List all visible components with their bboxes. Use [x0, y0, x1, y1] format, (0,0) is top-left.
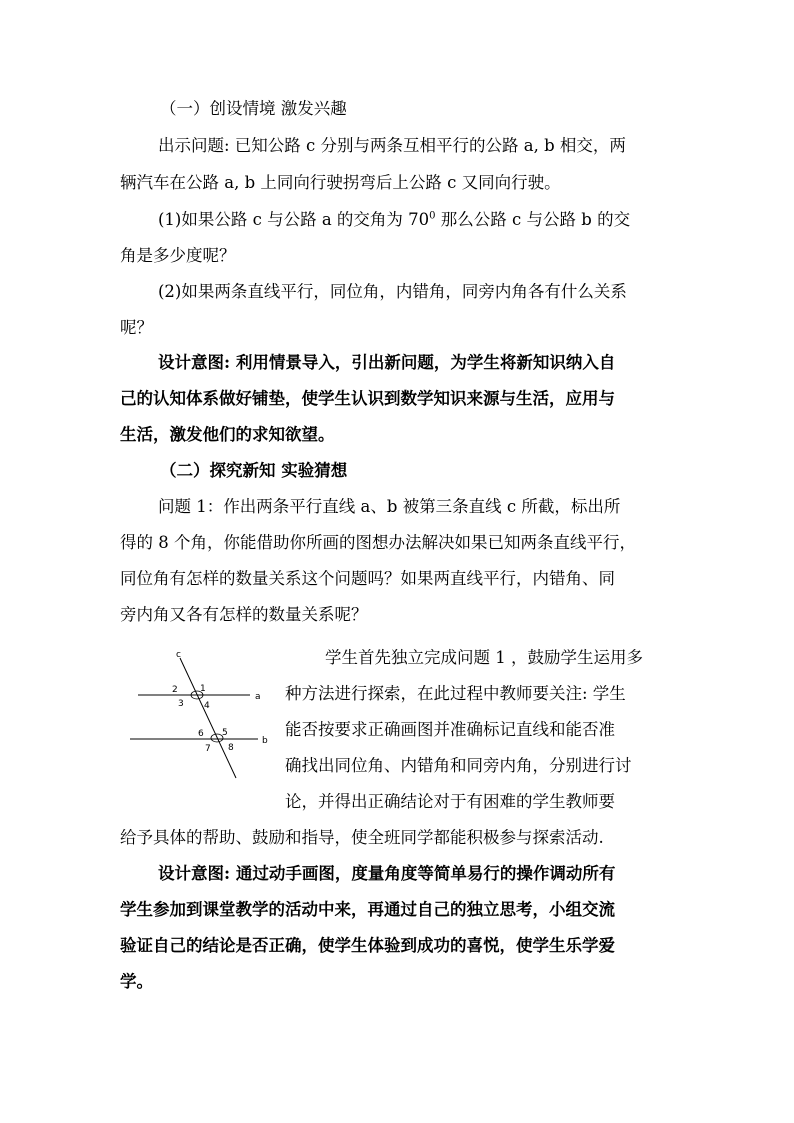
question1-prefix: (1)如果公路 c 与公路 a 的交角为 70 — [158, 210, 430, 229]
line-c — [180, 658, 236, 778]
problem1-line-3: 同位角有怎样的数量关系这个问题吗？如果两直线平行，内错角、同 — [120, 569, 615, 588]
question1-line-1 — [158, 207, 630, 233]
wrap-line-5: 论，并得出正确结论对于有困难的学生教师要 — [285, 792, 615, 811]
wrap-line-6: 给予具体的帮助、鼓励和指导，使全班同学都能积极参与探索活动. — [120, 828, 604, 847]
intent2-line-2: 学生参加到课堂教学的活动中来，再通过自己的独立思考，小组交流 — [120, 900, 615, 919]
intent1-line-3: 生活，激发他们的求知欲望。 — [120, 425, 335, 444]
intent2-line-1: 设计意图: 通过动手画图，度量角度等简单易行的操作调动所有 — [158, 864, 616, 883]
problem1-line-4: 旁内角又各有怎样的数量关系呢？ — [120, 605, 368, 624]
intent1-line-2: 己的认知体系做好铺垫，使学生认识到数学知识来源与生活，应用与 — [120, 389, 615, 408]
intent1-line-1: 设计意图: 利用情景导入，引出新问题，为学生将新知识纳入自 — [158, 353, 616, 372]
label-angle-3: 3 — [178, 699, 184, 709]
label-angle-4: 4 — [204, 701, 210, 711]
wrap-line-2: 种方法进行探索，在此过程中教师要关注: 学生 — [285, 684, 626, 703]
problem1-line-1: 问题 1：作出两条平行直线 a、b 被第三条直线 c 所截，标出所 — [158, 497, 621, 516]
label-b: b — [262, 736, 268, 746]
intent2-line-3: 验证自己的结论是否正确，使学生体验到成功的喜悦，使学生乐学爱 — [120, 936, 615, 955]
problem1-line-2: 得的 8 个角，你能借助你所画的图想办法解决如果已知两条直线平行， — [120, 533, 636, 552]
wrap-line-3: 能否按要求正确画图并准确标记直线和能否准 — [285, 720, 615, 739]
intent2-line-4: 学。 — [120, 972, 153, 991]
degree-mark: 0 — [429, 210, 436, 222]
label-angle-8: 8 — [228, 743, 234, 753]
section1-heading: （一）创设情境 激发兴趣 — [160, 99, 347, 118]
label-angle-6: 6 — [198, 729, 204, 739]
question2-line-2: 呢？ — [120, 318, 153, 337]
label-angle-5: 5 — [222, 728, 228, 738]
wrap-line-4: 确找出同位角、内错角和同旁内角，分别进行讨 — [285, 756, 632, 775]
question1-line-2: 角是多少度呢？ — [120, 246, 236, 265]
label-c: c — [176, 650, 181, 660]
problem-line-2: 辆汽车在公路 a, b 上同向行驶拐弯后上公路 c 又同向行驶。 — [120, 173, 561, 192]
label-angle-1: 1 — [200, 684, 206, 694]
parallel-lines-figure — [128, 650, 278, 780]
problem-line-1: 出示问题: 已知公路 c 分别与两条互相平行的公路 a, b 相交，两 — [158, 136, 626, 155]
question1-suffix: 那么公路 c 与公路 b 的交 — [435, 210, 631, 229]
label-angle-7: 7 — [205, 744, 211, 754]
question2-line-1: (2)如果两条直线平行，同位角，内错角，同旁内角各有什么关系 — [158, 282, 627, 301]
section2-heading: （二）探究新知 实验猜想 — [160, 461, 348, 480]
label-a: a — [255, 692, 261, 702]
label-angle-2: 2 — [172, 685, 178, 695]
wrap-line-1: 学生首先独立完成问题 1 ，鼓励学生运用多 — [325, 648, 643, 667]
